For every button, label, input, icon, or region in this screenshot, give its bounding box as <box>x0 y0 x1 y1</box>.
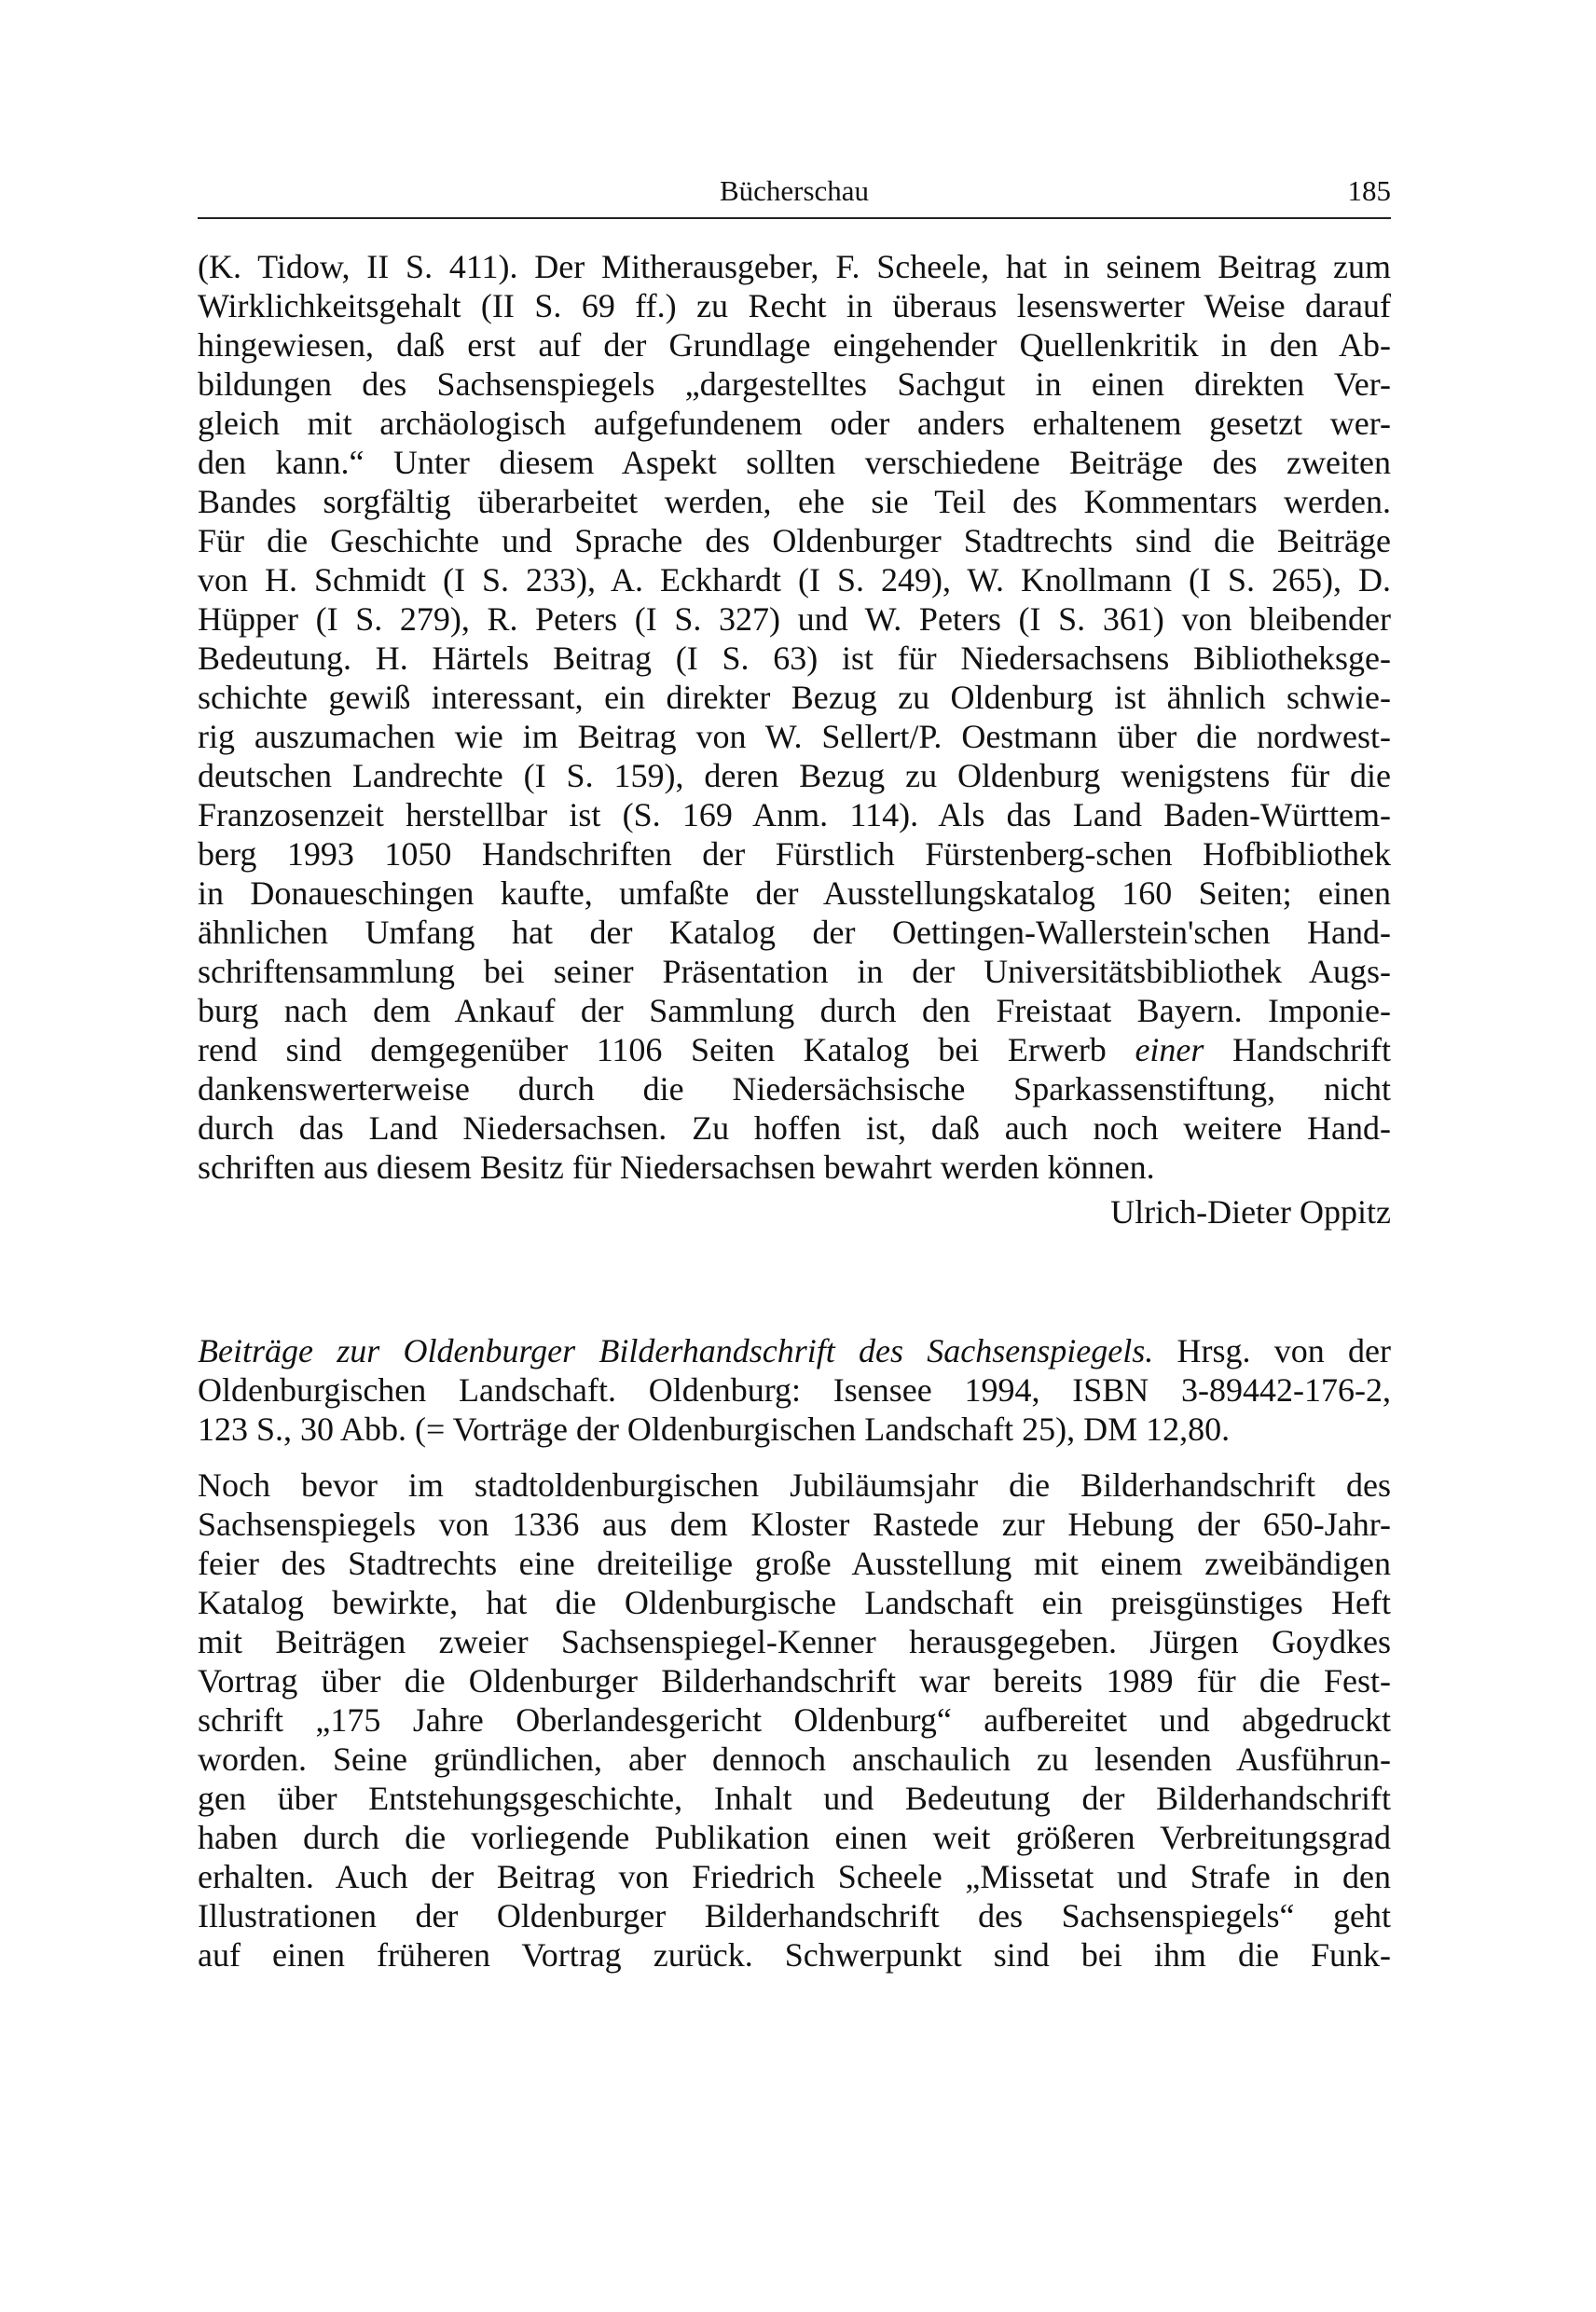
page-number: 185 <box>1347 174 1391 207</box>
text-line: von H. Schmidt (I S. 233), A. Eckhardt (I S. 249), W. Knollmann (I S. 265), D. <box>198 561 1391 599</box>
text-line: (K. Tidow, II S. 411). Der Mitherausgeber, F. Scheele, hat in seinem Beitrag zum <box>198 248 1391 285</box>
text-line: erhalten. Auch der Beitrag von Friedrich Scheele „Missetat und Strafe in den <box>198 1858 1391 1895</box>
text-segment: Handschrift <box>1204 1031 1391 1068</box>
text-line: schriftensammlung bei seiner Präsentation in der Universitätsbibliothek Augs- <box>198 953 1391 990</box>
text-line: durch das Land Niedersachsen. Zu hoffen ist, daß auch noch weitere Hand- <box>198 1109 1391 1147</box>
review-paragraph-2 <box>198 1466 1391 1975</box>
running-header <box>198 172 1391 219</box>
running-title: Bücherschau <box>719 174 870 207</box>
text-line: Für die Geschichte und Sprache des Oldenburger Stadtrechts sind die Beiträge <box>198 522 1391 559</box>
text-line: den kann.“ Unter diesem Aspekt sollten verschiedene Beiträge des zweiten <box>198 444 1391 481</box>
reviewer-signature <box>198 1192 1391 1232</box>
text-line: berg 1993 1050 Handschriften der Fürstlich Fürstenberg-schen Hofbibliothek <box>198 835 1391 873</box>
text-line: hingewiesen, daß erst auf der Grundlage eingehender Quellenkritik in den Ab- <box>198 326 1391 364</box>
text-line: Hüpper (I S. 279), R. Peters (I S. 327) und W. Peters (I S. 361) von bleibender <box>198 600 1391 638</box>
emphasis: einer <box>1135 1031 1204 1068</box>
reference-line <box>198 1331 1391 1370</box>
text-line: Sachsenspiegels von 1336 aus dem Kloster Rastede zur Hebung der 650-Jahr- <box>198 1506 1391 1543</box>
reference-line: Oldenburgischen Landschaft. Oldenburg: Isensee 1994, ISBN 3-89442-176-2, <box>198 1371 1391 1409</box>
text-line: in Donaueschingen kaufte, umfaßte der Ausstellungskatalog 160 Seiten; einen <box>198 874 1391 912</box>
text-line: gleich mit archäologisch aufgefundenem oder anders erhaltenem gesetzt wer- <box>198 405 1391 442</box>
text-line: schichte gewiß interessant, ein direkter Bezug zu Oldenburg ist ähnlich schwie- <box>198 679 1391 716</box>
text-line: haben durch die vorliegende Publikation einen weit größeren Verbreitungsgrad <box>198 1819 1391 1856</box>
text-line: burg nach dem Ankauf der Sammlung durch den Freistaat Bayern. Imponie- <box>198 992 1391 1029</box>
text-line: worden. Seine gründlichen, aber dennoch anschaulich zu lesenden Ausführun- <box>198 1741 1391 1778</box>
text-line: feier des Stadtrechts eine dreiteilige große Ausstellung mit einem zweibändigen <box>198 1545 1391 1582</box>
text-line: rig auszumachen wie im Beitrag von W. Sellert/P. Oestmann über die nordwest- <box>198 718 1391 755</box>
text-line: Illustrationen der Oldenburger Bilderhandschrift des Sachsenspiegels“ geht <box>198 1897 1391 1934</box>
page <box>198 172 1391 1975</box>
reference-line: 123 S., 30 Abb. (= Vorträge der Oldenburgischen Landschaft 25), DM 12,80. <box>198 1411 1231 1448</box>
text-line: dankenswerterweise durch die Niedersächsische Sparkassenstiftung, nicht <box>198 1070 1391 1108</box>
text-segment: Hrsg. von der <box>1153 1332 1391 1369</box>
text-line: Katalog bewirkte, hat die Oldenburgische Landschaft ein preisgünstiges Heft <box>198 1584 1391 1621</box>
text-line: schrift „175 Jahre Oberlandesgericht Oldenburg“ aufbereitet und abgedruckt <box>198 1701 1391 1739</box>
signature-line: Ulrich-Dieter Oppitz <box>1110 1193 1391 1231</box>
text-line: bildungen des Sachsenspiegels „dargestelltes Sachgut in einen direkten Ver- <box>198 365 1391 403</box>
book-reference <box>198 1331 1391 1449</box>
text-line: Vortrag über die Oldenburger Bilderhandschrift war bereits 1989 für die Fest- <box>198 1662 1391 1700</box>
text-line: Franzosenzeit herstellbar ist (S. 169 Anm. 114). Als das Land Baden-Württem- <box>198 796 1391 833</box>
text-segment: rend sind demgegenüber 1106 Seiten Katalog bei Erwerb <box>198 1031 1135 1068</box>
text-line: Wirklichkeitsgehalt (II S. 69 ff.) zu Recht in überaus lesenswerter Weise darauf <box>198 287 1391 324</box>
text-line: mit Beiträgen zweier Sachsenspiegel-Kenner herausgegeben. Jürgen Goydkes <box>198 1623 1391 1660</box>
text-line <box>198 1030 1391 1069</box>
review-paragraph-1 <box>198 247 1391 1187</box>
text-line: schriften aus diesem Besitz für Niedersachsen bewahrt werden können. <box>198 1149 1155 1186</box>
text-line: ähnlichen Umfang hat der Katalog der Oettingen-Wallerstein'schen Hand- <box>198 914 1391 951</box>
text-line: gen über Entstehungsgeschichte, Inhalt und Bedeutung der Bilderhandschrift <box>198 1780 1391 1817</box>
text-line: Noch bevor im stadtoldenburgischen Jubiläumsjahr die Bilderhandschrift des <box>198 1466 1391 1504</box>
text-line: Bedeutung. H. Härtels Beitrag (I S. 63) ist für Niedersachsens Bibliotheksge- <box>198 640 1391 677</box>
text-line: deutschen Landrechte (I S. 159), deren Bezug zu Oldenburg wenigstens für die <box>198 757 1391 794</box>
book-title: Beiträge zur Oldenburger Bilderhandschrift des Sachsenspiegels. <box>198 1332 1154 1369</box>
text-line: Bandes sorgfältig überarbeitet werden, ehe sie Teil des Kommentars werden. <box>198 483 1391 520</box>
text-line: auf einen früheren Vortrag zurück. Schwerpunkt sind bei ihm die Funk- <box>198 1936 1391 1974</box>
